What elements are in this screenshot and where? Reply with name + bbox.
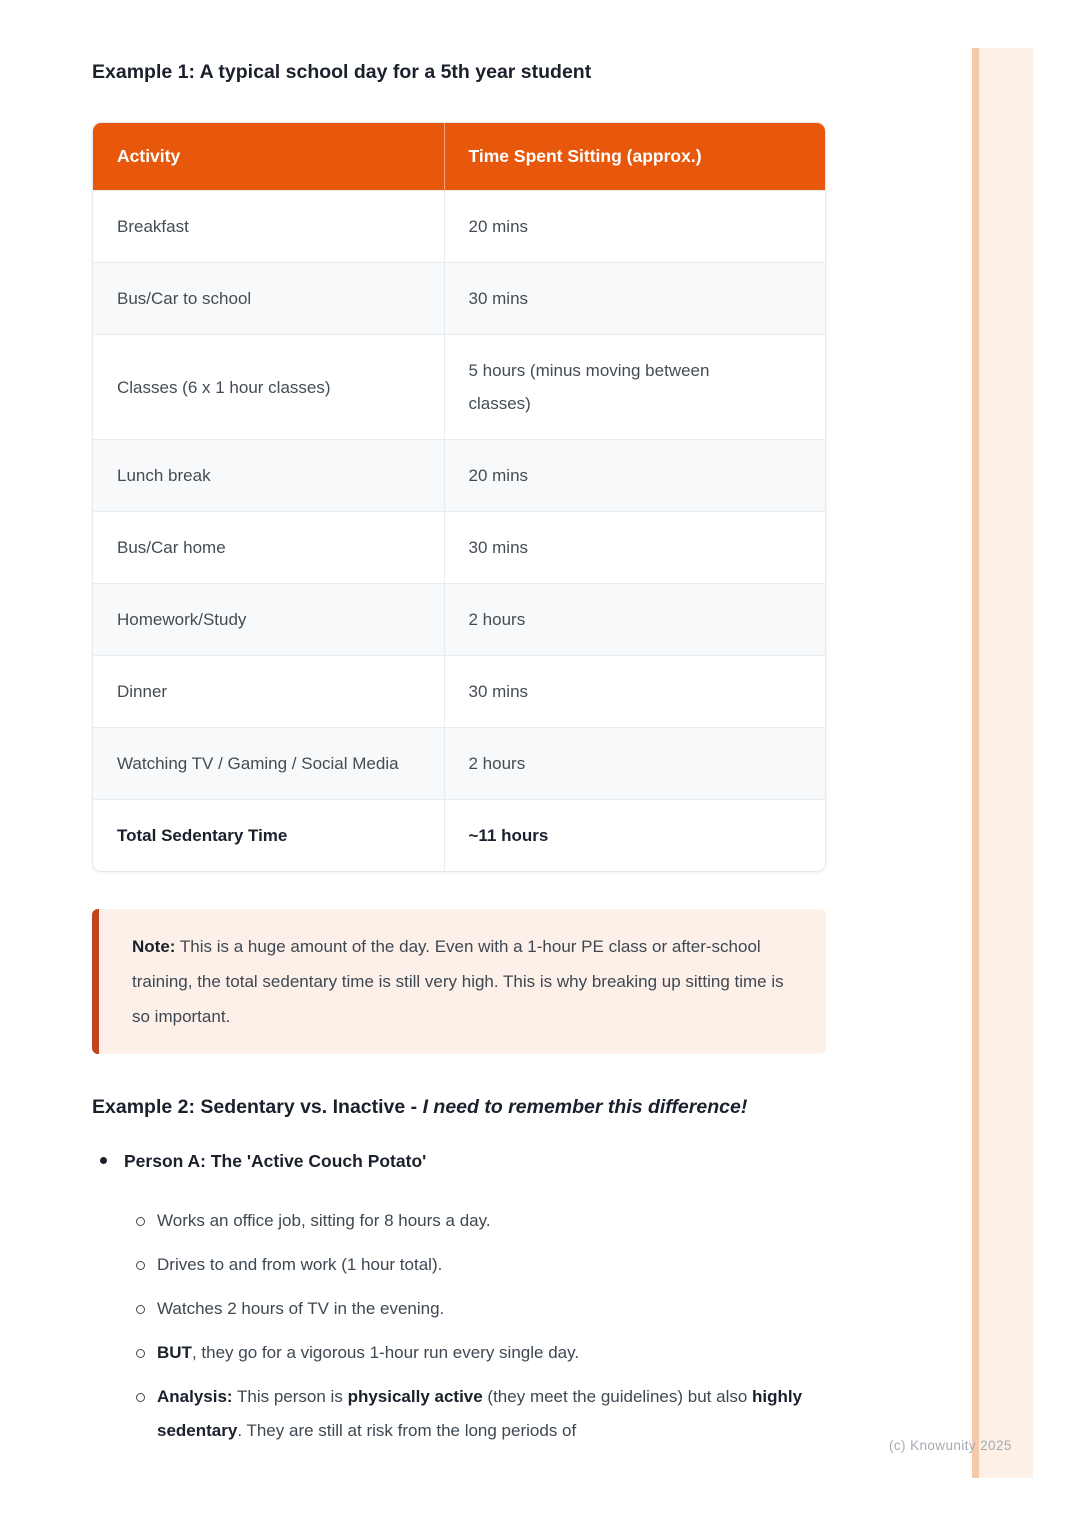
- time-cell: 2 hours: [444, 584, 825, 656]
- list-item: [92, 1292, 826, 1326]
- table-header: [93, 123, 825, 191]
- example2-heading-italic: I need to remember this difference!: [422, 1096, 748, 1118]
- activity-table-body: [93, 191, 825, 872]
- column-header-time: Time Spent Sitting (approx.): [444, 123, 825, 191]
- example2-heading: [92, 1094, 826, 1120]
- time-cell: 20 mins: [444, 191, 825, 263]
- activity-cell: Homework/Study: [93, 584, 444, 656]
- text-segment: Works an office job, sitting for 8 hours a day.: [157, 1211, 491, 1230]
- table-total-row: [93, 800, 825, 872]
- bullet-circle-icon: [136, 1393, 145, 1402]
- activity-cell: Lunch break: [93, 440, 444, 512]
- example1-heading: Example 1: A typical school day for a 5th year student: [92, 61, 592, 83]
- table-row: [93, 512, 825, 584]
- activity-cell: Breakfast: [93, 191, 444, 263]
- sedentary-time-table-card: [92, 122, 826, 872]
- note-accent-bar: [92, 909, 99, 1054]
- time-cell: 30 mins: [444, 656, 825, 728]
- activity-cell: Bus/Car home: [93, 512, 444, 584]
- table-row: [93, 584, 825, 656]
- activity-cell: Total Sedentary Time: [93, 800, 444, 872]
- table-row: [93, 656, 825, 728]
- table-row: [93, 440, 825, 512]
- activity-cell: Watching TV / Gaming / Social Media: [93, 728, 444, 800]
- bullet-disc-icon: [100, 1157, 107, 1164]
- time-cell: ~11 hours: [444, 800, 825, 872]
- text-segment: . They are still at risk from the long periods of: [237, 1421, 577, 1440]
- person-a-title-text: Person A: The 'Active Couch Potato': [124, 1151, 427, 1171]
- note-text: [132, 929, 784, 1034]
- text-segment: This person is: [232, 1387, 348, 1406]
- list-item: [92, 1380, 826, 1448]
- text-segment-bold: highly sedentary: [157, 1387, 803, 1440]
- note-callout: [92, 909, 826, 1054]
- activity-cell: Bus/Car to school: [93, 263, 444, 335]
- table-row: [93, 728, 825, 800]
- person-a-title: [92, 1148, 826, 1174]
- example2-heading-bold: Example 2: Sedentary vs. Inactive -: [92, 1096, 423, 1118]
- text-segment: This is a huge amount of the day. Even with a 1-hour PE class or after-school training, the total sedentary time is still very high. This is why breaking up sitting time is so important.: [132, 937, 784, 1026]
- document-content: [92, 60, 826, 1458]
- table-row: [93, 263, 825, 335]
- text-segment-bold: Note:: [132, 937, 176, 956]
- list-item: [92, 1204, 826, 1238]
- table-row: [93, 335, 825, 440]
- text-segment: Watches 2 hours of TV in the evening.: [157, 1299, 445, 1318]
- list-item: [92, 1248, 826, 1282]
- text-segment-bold: BUT: [157, 1343, 192, 1362]
- text-segment-bold: physically active: [347, 1387, 483, 1406]
- activity-cell: Dinner: [93, 656, 444, 728]
- activity-cell: Classes (6 x 1 hour classes): [93, 335, 444, 440]
- page-edge-stripe-dark: [972, 48, 979, 1478]
- page-edge-stripe-light: [979, 48, 1033, 1478]
- list-item: [92, 1336, 826, 1370]
- time-cell: 20 mins: [444, 440, 825, 512]
- column-header-activity: Activity: [93, 123, 444, 191]
- copyright-watermark: (c) Knowunity 2025: [889, 1438, 1012, 1453]
- text-segment-bold: Analysis:: [157, 1387, 233, 1406]
- bullet-circle-icon: [136, 1217, 145, 1226]
- time-cell: 30 mins: [444, 263, 825, 335]
- table-header-row: [93, 123, 825, 191]
- sedentary-time-table: [93, 123, 825, 871]
- time-cell: 2 hours: [444, 728, 825, 800]
- person-a-section: [92, 1148, 826, 1448]
- bullet-circle-icon: [136, 1305, 145, 1314]
- person-a-sub-list: [92, 1204, 826, 1448]
- bullet-circle-icon: [136, 1349, 145, 1358]
- bullet-circle-icon: [136, 1261, 145, 1270]
- text-segment: Drives to and from work (1 hour total).: [157, 1255, 443, 1274]
- text-segment: , they go for a vigorous 1-hour run every single day.: [191, 1343, 580, 1362]
- time-cell: 30 mins: [444, 512, 825, 584]
- table-row: [93, 191, 825, 263]
- text-segment: (they meet the guidelines) but also: [482, 1387, 753, 1406]
- time-cell: 5 hours (minus moving between classes): [444, 335, 825, 440]
